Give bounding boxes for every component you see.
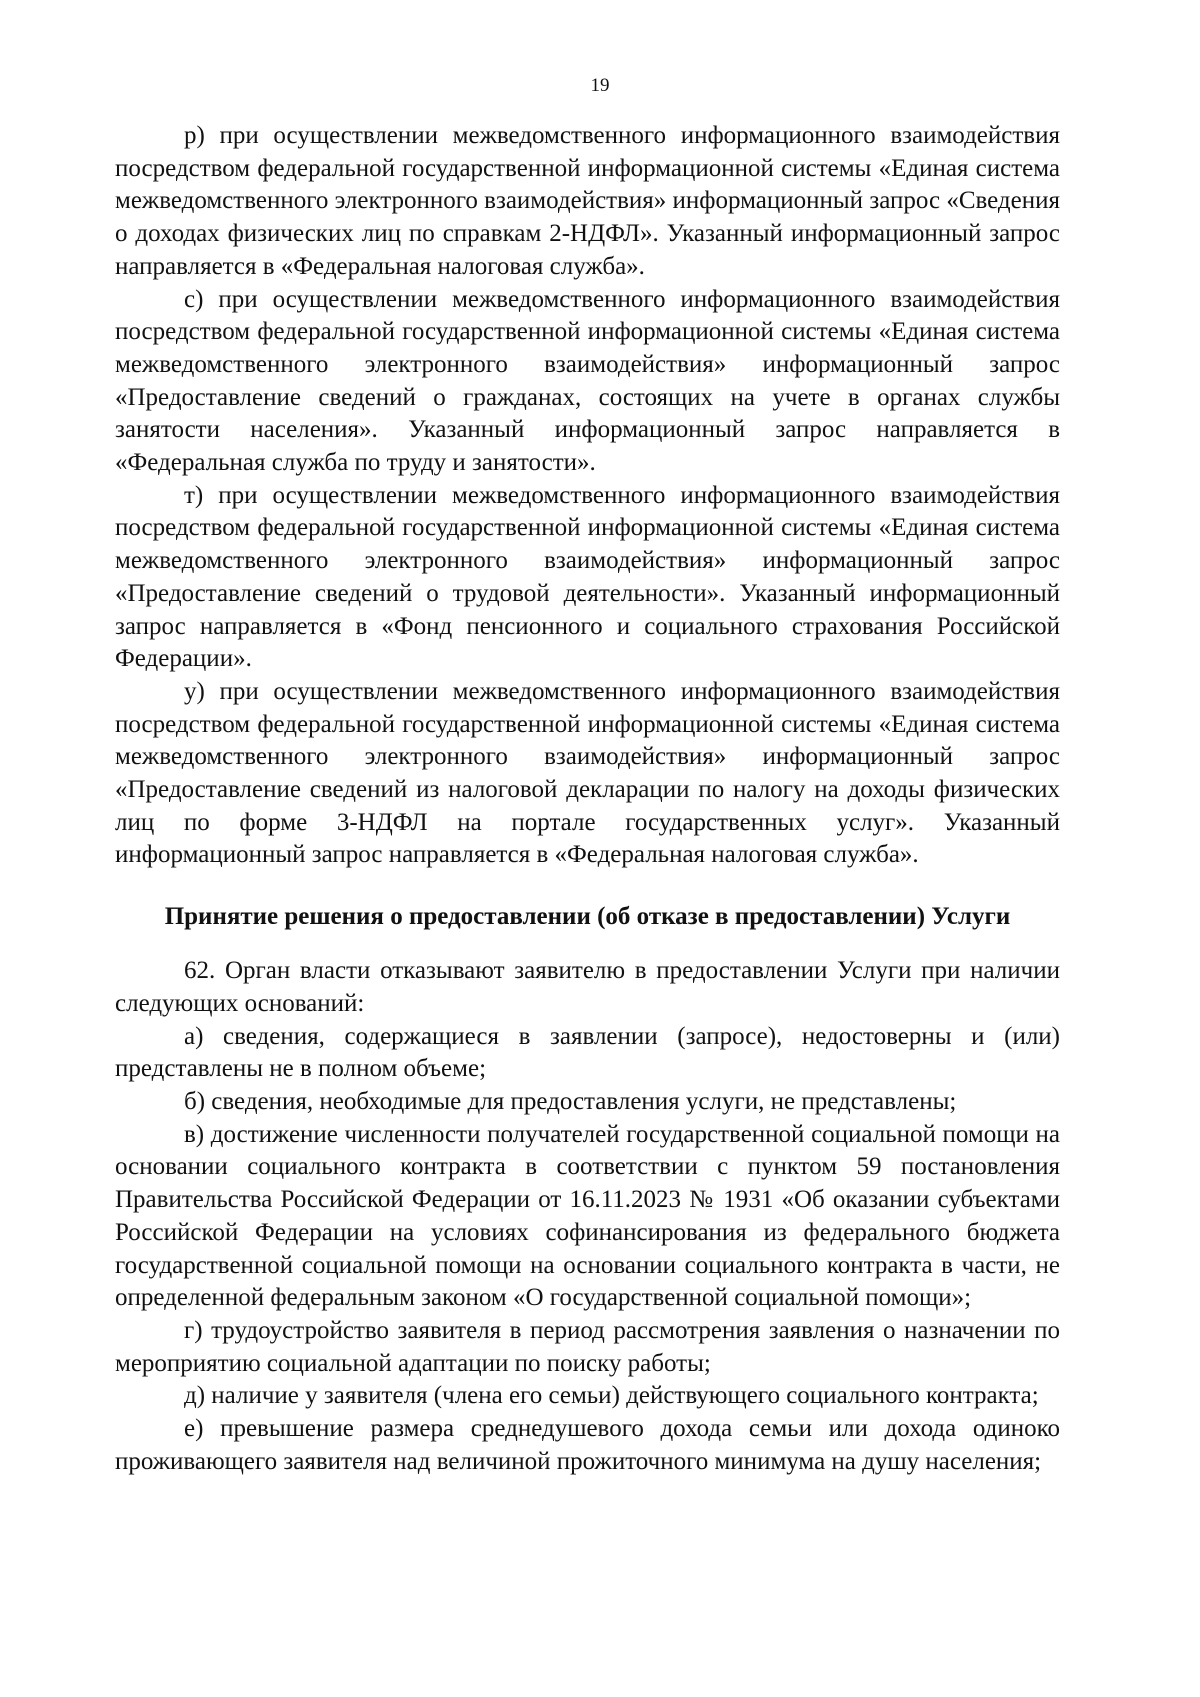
paragraph-a: а) сведения, содержащиеся в заявлении (запросе), недостоверны и (или) представлены не в полном объеме; [115,1022,1060,1083]
section-heading: Принятие решения о предоставлении (об отказе в предоставлении) Услуги [164,903,1011,931]
paragraph-r: р) при осуществлении межведомственного информационного взаимодействия посредством федеральной государственной информационной системы «Единая система межведомственного электронного взаимодействия» информационный запрос «Сведения о доходах физических лиц по справкам 2-НДФЛ». Указанный информационный запрос направляется в «Федеральная налоговая служба». [115,122,1060,280]
paragraph-v: в) достижение численности получателей государственной социальной помощи на основании социального контракта в соответствии с пунктом 59 постановления Правительства Российской Федерации от 16.11.2023 № 1931 «Об оказании субъектами Российской Федерации на условиях софинансирования из федерального бюджета государственной социальной помощи на основании социального контракта в части, не определенной федеральным законом «О государственной социальной помощи»; [115,1120,1060,1312]
paragraph-62: 62. Орган власти отказывают заявителю в предоставлении Услуги при наличии следующих оснований: [115,957,1060,1017]
paragraph-u: у) при осуществлении межведомственного информационного взаимодействия посредством федеральной государственной информационной системы «Единая система межведомственного электронного взаимодействия» информационный запрос «Предоставление сведений из налоговой декларации по налогу на доходы физических лиц по форме 3-НДФЛ на портале государственных услуг». Указанный информационный запрос направляется в «Федеральная налоговая служба». [115,677,1060,869]
paragraph-d: д) наличие у заявителя (члена его семьи) действующего социального контракта; [184,1382,1039,1410]
paragraph-g: г) трудоустройство заявителя в период рассмотрения заявления о назначении по мероприятию социальной адаптации по поиску работы; [115,1316,1060,1377]
page-number: 19 [590,75,610,96]
paragraph-s: с) при осуществлении межведомственного информационного взаимодействия посредством федеральной государственной информационной системы «Единая система межведомственного электронного взаимодействия» информационный запрос «Предоставление сведений о гражданах, состоящих на учете в органах службы занятости населения». Указанный информационный запрос направляется в «Федеральная служба по труду и занятости». [115,285,1060,477]
page-body [115,120,1060,1478]
paragraph-t: т) при осуществлении межведомственного информационного взаимодействия посредством федеральной государственной информационной системы «Единая система межведомственного электронного взаимодействия» информационный запрос «Предоставление сведений о трудовой деятельности». Указанный информационный запрос направляется в «Фонд пенсионного и социального страхования Российской Федерации». [115,481,1060,673]
paragraph-b: б) сведения, необходимые для предоставления услуги, не представлены; [184,1087,957,1115]
paragraph-e: е) превышение размера среднедушевого дохода семьи или дохода одиноко проживающего заявителя над величиной прожиточного минимума на душу населения; [115,1415,1060,1475]
